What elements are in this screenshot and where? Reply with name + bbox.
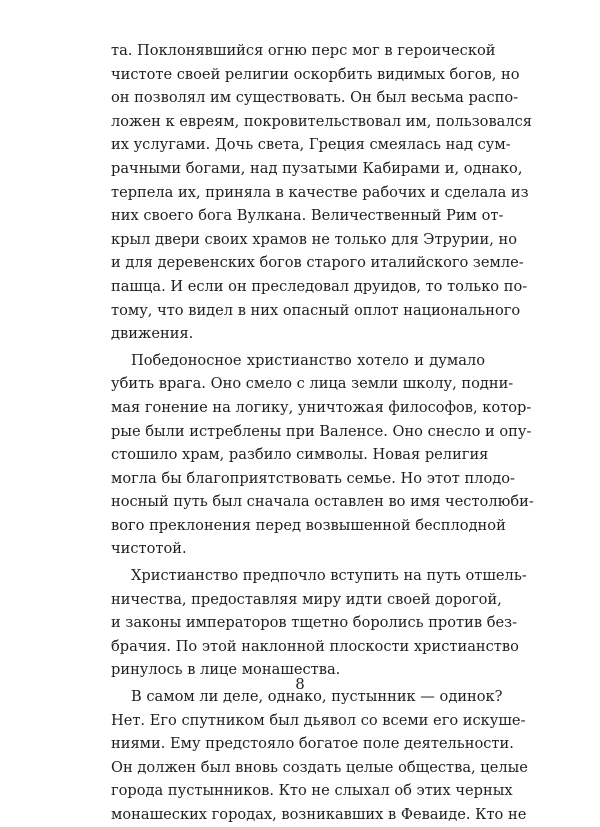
text-line: стошило храм, разбило символы. Новая религия	[111, 446, 489, 464]
text-line: мая гонение на логику, уничтожая философов, котор-	[111, 398, 532, 416]
text-line: движения.	[111, 325, 194, 343]
text-line: города пустынников. Кто не слыхал об этих черных	[111, 782, 513, 800]
text-line: рые были истреблены при Валенсе. Оно снесло и опу-	[111, 422, 532, 440]
text-line: пашца. И если он преследовал друидов, то только по-	[111, 277, 528, 295]
text-line: носный путь был сначала оставлен во имя честолюби-	[111, 493, 534, 511]
text-line: чистоте своей религии оскорбить видимых богов, но	[111, 65, 520, 83]
text-line: ничества, предоставляя миру идти своей дорогой,	[111, 590, 502, 608]
page-number: 8	[295, 675, 305, 693]
text-line: Он должен был вновь создать целые общества, целые	[111, 758, 528, 776]
text-line: ложен к евреям, покровительствовал им, пользовался	[111, 112, 533, 130]
text-line: крыл двери своих храмов не только для Этрурии, но	[111, 230, 518, 248]
text-line: убить врага. Оно смело с лица земли школу, подни-	[111, 375, 514, 393]
text-line: терпела их, приняла в качестве рабочих и сделала из	[111, 183, 529, 201]
text-line: ринулось в лице монашества.	[111, 661, 341, 679]
text-line: монашеских городах, возникавших в Феваиде. Кто не	[111, 806, 527, 823]
text-line: рачными богами, над пузатыми Кабирами и, однако,	[111, 159, 523, 177]
text-line: тому, что видел в них опасный оплот национального	[111, 301, 521, 319]
paragraph	[111, 349, 534, 561]
text-line: он позволял им существовать. Он был весьма распо-	[111, 89, 519, 107]
text-line: Нет. Его спутником был дьявол со всеми его искуше-	[111, 711, 526, 729]
text-line: чистотой.	[111, 540, 187, 558]
text-line: Христианство предпочло вступить на путь отшель-	[131, 567, 527, 585]
text-line: и для деревенских богов старого италийского земле-	[111, 254, 524, 272]
paragraph	[111, 685, 528, 827]
text-line: брачия. По этой наклонной плоскости христианство	[111, 637, 519, 655]
paragraph	[111, 39, 533, 346]
text-line: вого преклонения перед возвышенной бесплодной	[111, 516, 506, 534]
text-line: могла бы благоприятствовать семье. Но этот плодо-	[111, 469, 515, 487]
text-line: та. Поклонявшийся огню перс мог в героической	[111, 42, 496, 59]
text-line: Победоносное христианство хотело и думало	[131, 351, 485, 369]
paragraph	[111, 564, 527, 682]
text-line: них своего бога Вулкана. Величественный Рим от-	[111, 207, 504, 225]
text-line: и законы императоров тщетно боролись против без-	[111, 614, 518, 632]
body-text	[111, 39, 534, 827]
text-line: В самом ли деле, однако, пустынник — одинок?	[131, 688, 503, 706]
text-line: ниями. Ему предстояло богатое поле деятельности.	[111, 735, 514, 753]
text-line: их услугами. Дочь света, Греция смеялась над сум-	[111, 136, 511, 154]
